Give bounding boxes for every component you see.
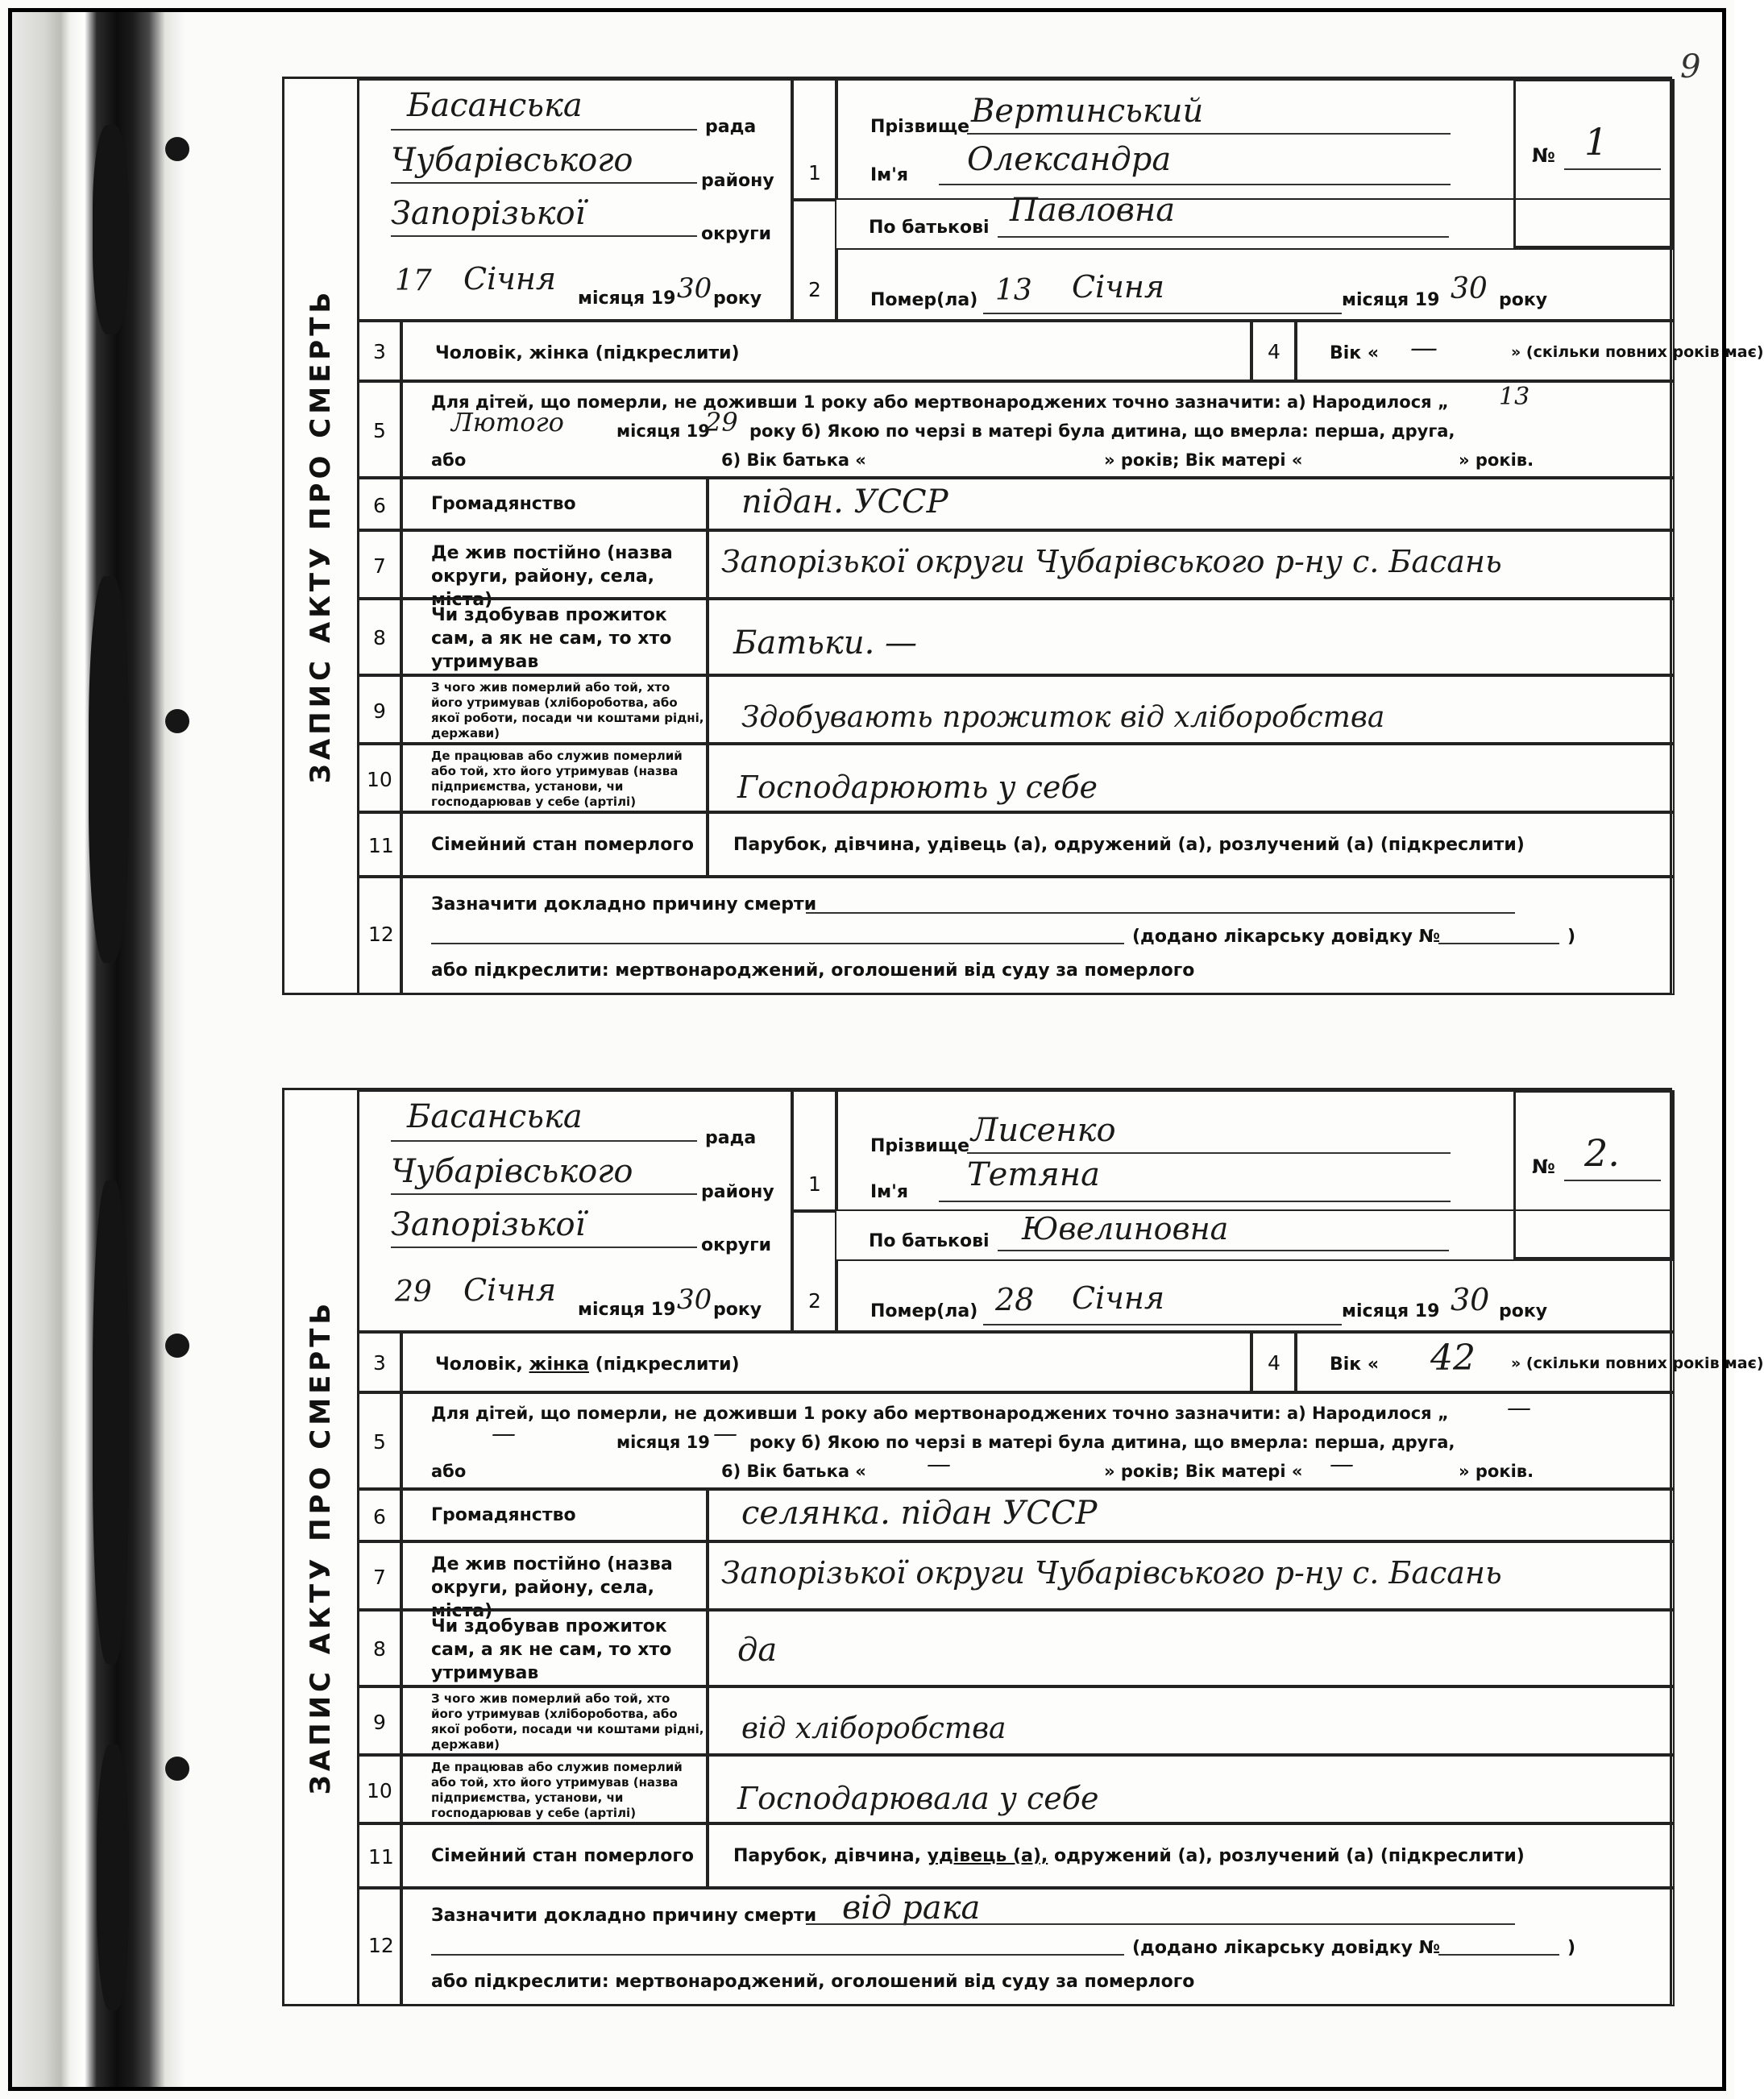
patronymic-line: [998, 236, 1449, 238]
reg-month-label: місяця 19: [578, 1300, 676, 1320]
okrug-value: Запорізької: [391, 1206, 586, 1243]
reg-year: 30: [677, 1284, 712, 1316]
reg-year-label: року: [713, 1300, 762, 1320]
reg-day: 17: [395, 264, 432, 297]
cause-label: Зазначити докладно причину смерти: [431, 894, 817, 915]
child-row-text-2: місяця 19: [616, 1433, 710, 1452]
death-year: 30: [1451, 1282, 1490, 1317]
surname-value: Лисенко: [971, 1112, 1116, 1149]
name-value: Олександра: [967, 141, 1172, 178]
supported-cell: [708, 599, 1675, 675]
row-number: 2: [808, 278, 821, 301]
reg-day: 29: [395, 1276, 432, 1309]
surname-label: Прізвище: [870, 1136, 970, 1156]
rayon-label: району: [701, 171, 774, 191]
cause-row: [401, 877, 1675, 995]
patronymic-line: [998, 1250, 1449, 1251]
row-number: 6: [373, 494, 386, 517]
marital-cell: [708, 1823, 1675, 1888]
surname-line: [967, 1152, 1451, 1154]
residence-value: Запорізької округи Чубарівського р-ну с. Басань: [721, 544, 1502, 579]
citizenship-value: підан. УССР: [741, 483, 948, 521]
certificate-close: ): [1567, 927, 1576, 947]
row-number: 8: [373, 1637, 386, 1661]
child-born-year: —: [713, 1420, 737, 1448]
sex-row: [401, 1332, 1251, 1392]
row-number: 12: [368, 1934, 394, 1957]
cause-line: [806, 1923, 1515, 1925]
workplace-label: Де працював або служив померлий або той, хто його утримував (назва підприємства, установи, чи господарював у себе (артілі): [431, 1760, 683, 1820]
reg-year: 30: [677, 272, 712, 305]
marital-option-other: одружений (а), розлучений (а) (підкреслити): [1053, 1846, 1525, 1866]
rayon-line: [391, 182, 697, 184]
death-month-label: місяця 19: [1342, 1301, 1440, 1321]
age-value: —: [1410, 332, 1438, 364]
cause-row: [401, 1888, 1675, 2006]
row-number: 9: [373, 1711, 386, 1734]
stillborn-label: або підкреслити: мертвонароджений, оголошений від суду за померлого: [431, 960, 1195, 981]
age-suffix: » (скільки повних років має): [1511, 1354, 1764, 1372]
surname-label: Прізвище: [870, 117, 970, 137]
livelihood-cell: [708, 675, 1675, 744]
row-number: 1: [808, 161, 821, 185]
row-number: 1: [808, 1172, 821, 1196]
row-number: 9: [373, 699, 386, 723]
death-record-2: [282, 1088, 1764, 2006]
marital-options: [733, 1846, 1525, 1866]
citizenship-label: Громадянство: [431, 1505, 576, 1525]
cause-value: від рака: [842, 1890, 981, 1927]
number-label: №: [1532, 144, 1555, 167]
child-row-text-2b: року б) Якою по черзі в матері була дитина, що вмерла: перша, друга,: [749, 421, 1455, 441]
rada-label: рада: [705, 117, 757, 137]
male-option: Чоловік,: [435, 1354, 523, 1375]
supported-label: Чи здобував прожиток сам, а як не сам, то хто утримував: [431, 1616, 672, 1683]
certificate-close: ): [1567, 1938, 1576, 1958]
marital-option-single: Парубок, дівчина,: [733, 835, 921, 855]
age-value: 42: [1430, 1338, 1476, 1379]
workplace-value: Господарюють у себе: [737, 769, 1098, 805]
okrug-label: округи: [701, 1235, 772, 1255]
cause-line-2: [431, 943, 1124, 944]
okrug-line: [391, 235, 697, 237]
marital-option-single: Парубок, дівчина,: [733, 1846, 921, 1866]
residence-cell: [708, 1541, 1675, 1610]
record-sidebar: [284, 79, 359, 993]
underline-hint: (підкреслити): [595, 1354, 740, 1375]
row-number: 7: [373, 554, 386, 578]
row-number: 7: [373, 1566, 386, 1589]
livelihood-label: З чого жив померлий або той, хто його утримував (хлібороботва, або якої роботи, посади чи коштами рідні, держави): [431, 1691, 704, 1752]
row-number: 4: [1268, 1351, 1280, 1375]
patronymic-value: Павловна: [1010, 192, 1176, 229]
sex-row: [401, 321, 1251, 381]
child-row-text-3c: » років; Вік матері «: [1104, 1462, 1303, 1481]
residence-label: Де жив постійно (назва округи, району, села, міста): [431, 1554, 673, 1621]
okrug-label: округи: [701, 224, 772, 244]
rada-value: Басанська: [407, 1098, 583, 1135]
livelihood-value: від хліборобства: [741, 1712, 1007, 1745]
child-row: [401, 1392, 1675, 1489]
livelihood-label: З чого жив померлий або той, хто його утримував (хлібороботва, або якої роботи, посади чи коштами рідні, держави): [431, 680, 704, 740]
workplace-value: Господарювала у себе: [737, 1781, 1099, 1816]
marital-option-widowed-underlined: удівець (а),: [927, 1846, 1048, 1866]
rada-value: Басанська: [407, 87, 583, 124]
cause-line-2: [431, 1954, 1124, 1956]
child-row-text-1: Для дітей, що померли, не доживши 1 року або мертвонароджених точно зазначити: а) Народилося „: [431, 1404, 1449, 1423]
sex-label-line: [435, 343, 740, 363]
death-month: Січня: [1072, 1280, 1165, 1316]
reg-month-label: місяця 19: [578, 288, 676, 309]
citizenship-cell: [708, 478, 1675, 530]
workplace-cell: [708, 1755, 1675, 1823]
patronymic-label: По батькові: [869, 218, 990, 238]
council-block: [357, 1090, 792, 1332]
supported-label: Чи здобував прожиток сам, а як не сам, то хто утримував: [431, 605, 672, 672]
row-number: 5: [373, 419, 386, 442]
number-line: [1564, 168, 1661, 170]
certificate-label: (додано лікарську довідку №: [1132, 1938, 1441, 1958]
residence-continuation: да: [737, 1632, 778, 1669]
father-age: —: [927, 1450, 951, 1479]
name-line: [939, 184, 1451, 185]
rayon-value: Чубарівського: [391, 1153, 633, 1190]
supported-value: Батьки. —: [733, 624, 918, 662]
female-option-underlined: жінка: [529, 1354, 589, 1375]
death-date-row: [836, 248, 1675, 321]
age-row: [1296, 321, 1764, 381]
child-born-day: 13: [1499, 383, 1530, 411]
record-number: 2.: [1584, 1131, 1620, 1175]
child-row: [401, 381, 1675, 478]
residence-cell: [708, 530, 1675, 599]
row-number: 4: [1268, 340, 1280, 363]
record-sidebar: [284, 1090, 359, 2004]
death-year-label: року: [1499, 290, 1548, 310]
death-year: 30: [1451, 272, 1488, 305]
death-month-label: місяця 19: [1342, 290, 1440, 310]
certificate-line: [1438, 943, 1559, 944]
council-block: [357, 79, 792, 321]
row-number: 12: [368, 923, 394, 946]
death-day: 28: [995, 1282, 1035, 1317]
age-row: [1296, 1332, 1764, 1392]
death-date-line: [983, 313, 1342, 314]
marital-label: Сімейний стан померлого: [431, 1846, 694, 1866]
name-label: Ім'я: [870, 1182, 909, 1202]
marital-cell: [708, 812, 1675, 877]
page-number: 9: [1680, 48, 1701, 85]
mother-age: —: [1330, 1450, 1354, 1479]
death-date-line: [983, 1324, 1342, 1325]
punch-hole: [165, 137, 189, 161]
marital-options: [733, 835, 1525, 855]
died-label: Помер(ла): [870, 290, 978, 310]
rada-line: [391, 1140, 697, 1142]
okrug-value: Запорізької: [391, 195, 586, 232]
record-number-box: [1513, 79, 1675, 248]
citizenship-cell: [708, 1489, 1675, 1541]
child-row-text-3b: 6) Вік батька «: [721, 450, 866, 470]
record-number-box: [1513, 1090, 1675, 1259]
punch-hole: [165, 1334, 189, 1358]
age-label: Вік «: [1330, 1354, 1380, 1375]
name-value: Тетяна: [967, 1156, 1100, 1193]
certificate-line: [1438, 1954, 1559, 1956]
citizenship-label: Громадянство: [431, 494, 576, 514]
row-number: 5: [373, 1430, 386, 1454]
female-option: жінка: [529, 343, 589, 363]
rayon-line: [391, 1193, 697, 1195]
cause-line: [806, 912, 1515, 914]
row-number: 6: [373, 1505, 386, 1529]
died-label: Помер(ла): [870, 1301, 978, 1321]
reg-month: Січня: [463, 261, 557, 297]
row-number: 11: [368, 1845, 394, 1869]
rada-line: [391, 129, 697, 131]
row-number: 11: [368, 834, 394, 857]
sex-label-line: [435, 1354, 740, 1375]
child-born-year: 29: [705, 407, 738, 438]
row-number: 8: [373, 626, 386, 649]
rada-label: рада: [705, 1128, 757, 1148]
record-title: ЗАПИС АКТУ ПРО СМЕРТЬ: [305, 288, 337, 784]
child-born-day: —: [1507, 1394, 1531, 1422]
punch-hole: [165, 709, 189, 733]
residence-value: Запорізької округи Чубарівського р-ну с. Басань: [721, 1555, 1502, 1591]
name-label: Ім'я: [870, 165, 909, 185]
row-number: 10: [367, 1779, 392, 1802]
reg-year-label: року: [713, 288, 762, 309]
rayon-value: Чубарівського: [391, 142, 633, 179]
number-line: [1564, 1180, 1661, 1181]
child-row-text-3a: або: [431, 1462, 467, 1481]
supported-cell: [708, 1610, 1675, 1686]
patronymic-label: По батькові: [869, 1231, 990, 1251]
surname-value: Вертинський: [971, 93, 1204, 130]
cause-label: Зазначити докладно причину смерти: [431, 1906, 817, 1926]
marital-label: Сімейний стан померлого: [431, 835, 694, 855]
row-number: 3: [373, 340, 386, 363]
male-option: Чоловік,: [435, 343, 523, 363]
certificate-label: (додано лікарську довідку №: [1132, 927, 1441, 947]
punch-hole: [165, 1757, 189, 1781]
underline-hint: (підкреслити): [595, 343, 740, 363]
age-suffix: » (скільки повних років має): [1511, 343, 1764, 361]
surname-line: [967, 133, 1451, 135]
child-row-text-2: місяця 19: [616, 421, 710, 441]
child-row-text-2b: року б) Якою по черзі в матері була дитина, що вмерла: перша, друга,: [749, 1433, 1455, 1452]
death-date-row: [836, 1259, 1675, 1332]
okrug-line: [391, 1247, 697, 1248]
child-row-text-3b: 6) Вік батька «: [721, 1462, 866, 1481]
number-label: №: [1532, 1155, 1555, 1178]
livelihood-value: Здобувають прожиток від хліборобства: [741, 701, 1385, 734]
child-row-text-3c: » років; Вік матері «: [1104, 450, 1303, 470]
child-born-month: Лютого: [451, 407, 564, 438]
row-number: 2: [808, 1289, 821, 1313]
death-month: Січня: [1072, 269, 1165, 305]
marital-option-other: одружений (а), розлучений (а) (підкреслити): [1053, 835, 1525, 855]
citizenship-value: селянка. підан УССР: [741, 1495, 1098, 1532]
stillborn-label: або підкреслити: мертвонароджений, оголошений від суду за померлого: [431, 1972, 1195, 1992]
child-row-text-3d: » років.: [1459, 450, 1534, 470]
child-row-text-3a: або: [431, 450, 467, 470]
death-day: 13: [995, 274, 1032, 307]
age-label: Вік «: [1330, 343, 1380, 363]
child-row-text-3d: » років.: [1459, 1462, 1534, 1481]
death-record-1: [282, 77, 1764, 995]
workplace-label: Де працював або служив померлий або той, хто його утримував (назва підприємства, установи, чи господарював у себе (артілі): [431, 749, 683, 809]
name-line: [939, 1201, 1451, 1202]
marital-option-widowed: удівець (а),: [927, 835, 1048, 855]
reg-month: Січня: [463, 1272, 557, 1308]
patronymic-value: Ювелиновна: [1022, 1211, 1229, 1247]
record-title: ЗАПИС АКТУ ПРО СМЕРТЬ: [305, 1299, 337, 1795]
rayon-label: району: [701, 1182, 774, 1202]
workplace-cell: [708, 744, 1675, 812]
child-born-month: —: [492, 1420, 516, 1448]
child-row-text-1: Для дітей, що померли, не доживши 1 року або мертвонароджених точно зазначити: а) Народилося „: [431, 392, 1449, 412]
livelihood-cell: [708, 1686, 1675, 1755]
residence-label: Де жив постійно (назва округи, району, села, міста): [431, 543, 673, 610]
row-number: 10: [367, 768, 392, 791]
death-year-label: року: [1499, 1301, 1548, 1321]
record-number: 1: [1584, 120, 1608, 164]
row-number: 3: [373, 1351, 386, 1375]
